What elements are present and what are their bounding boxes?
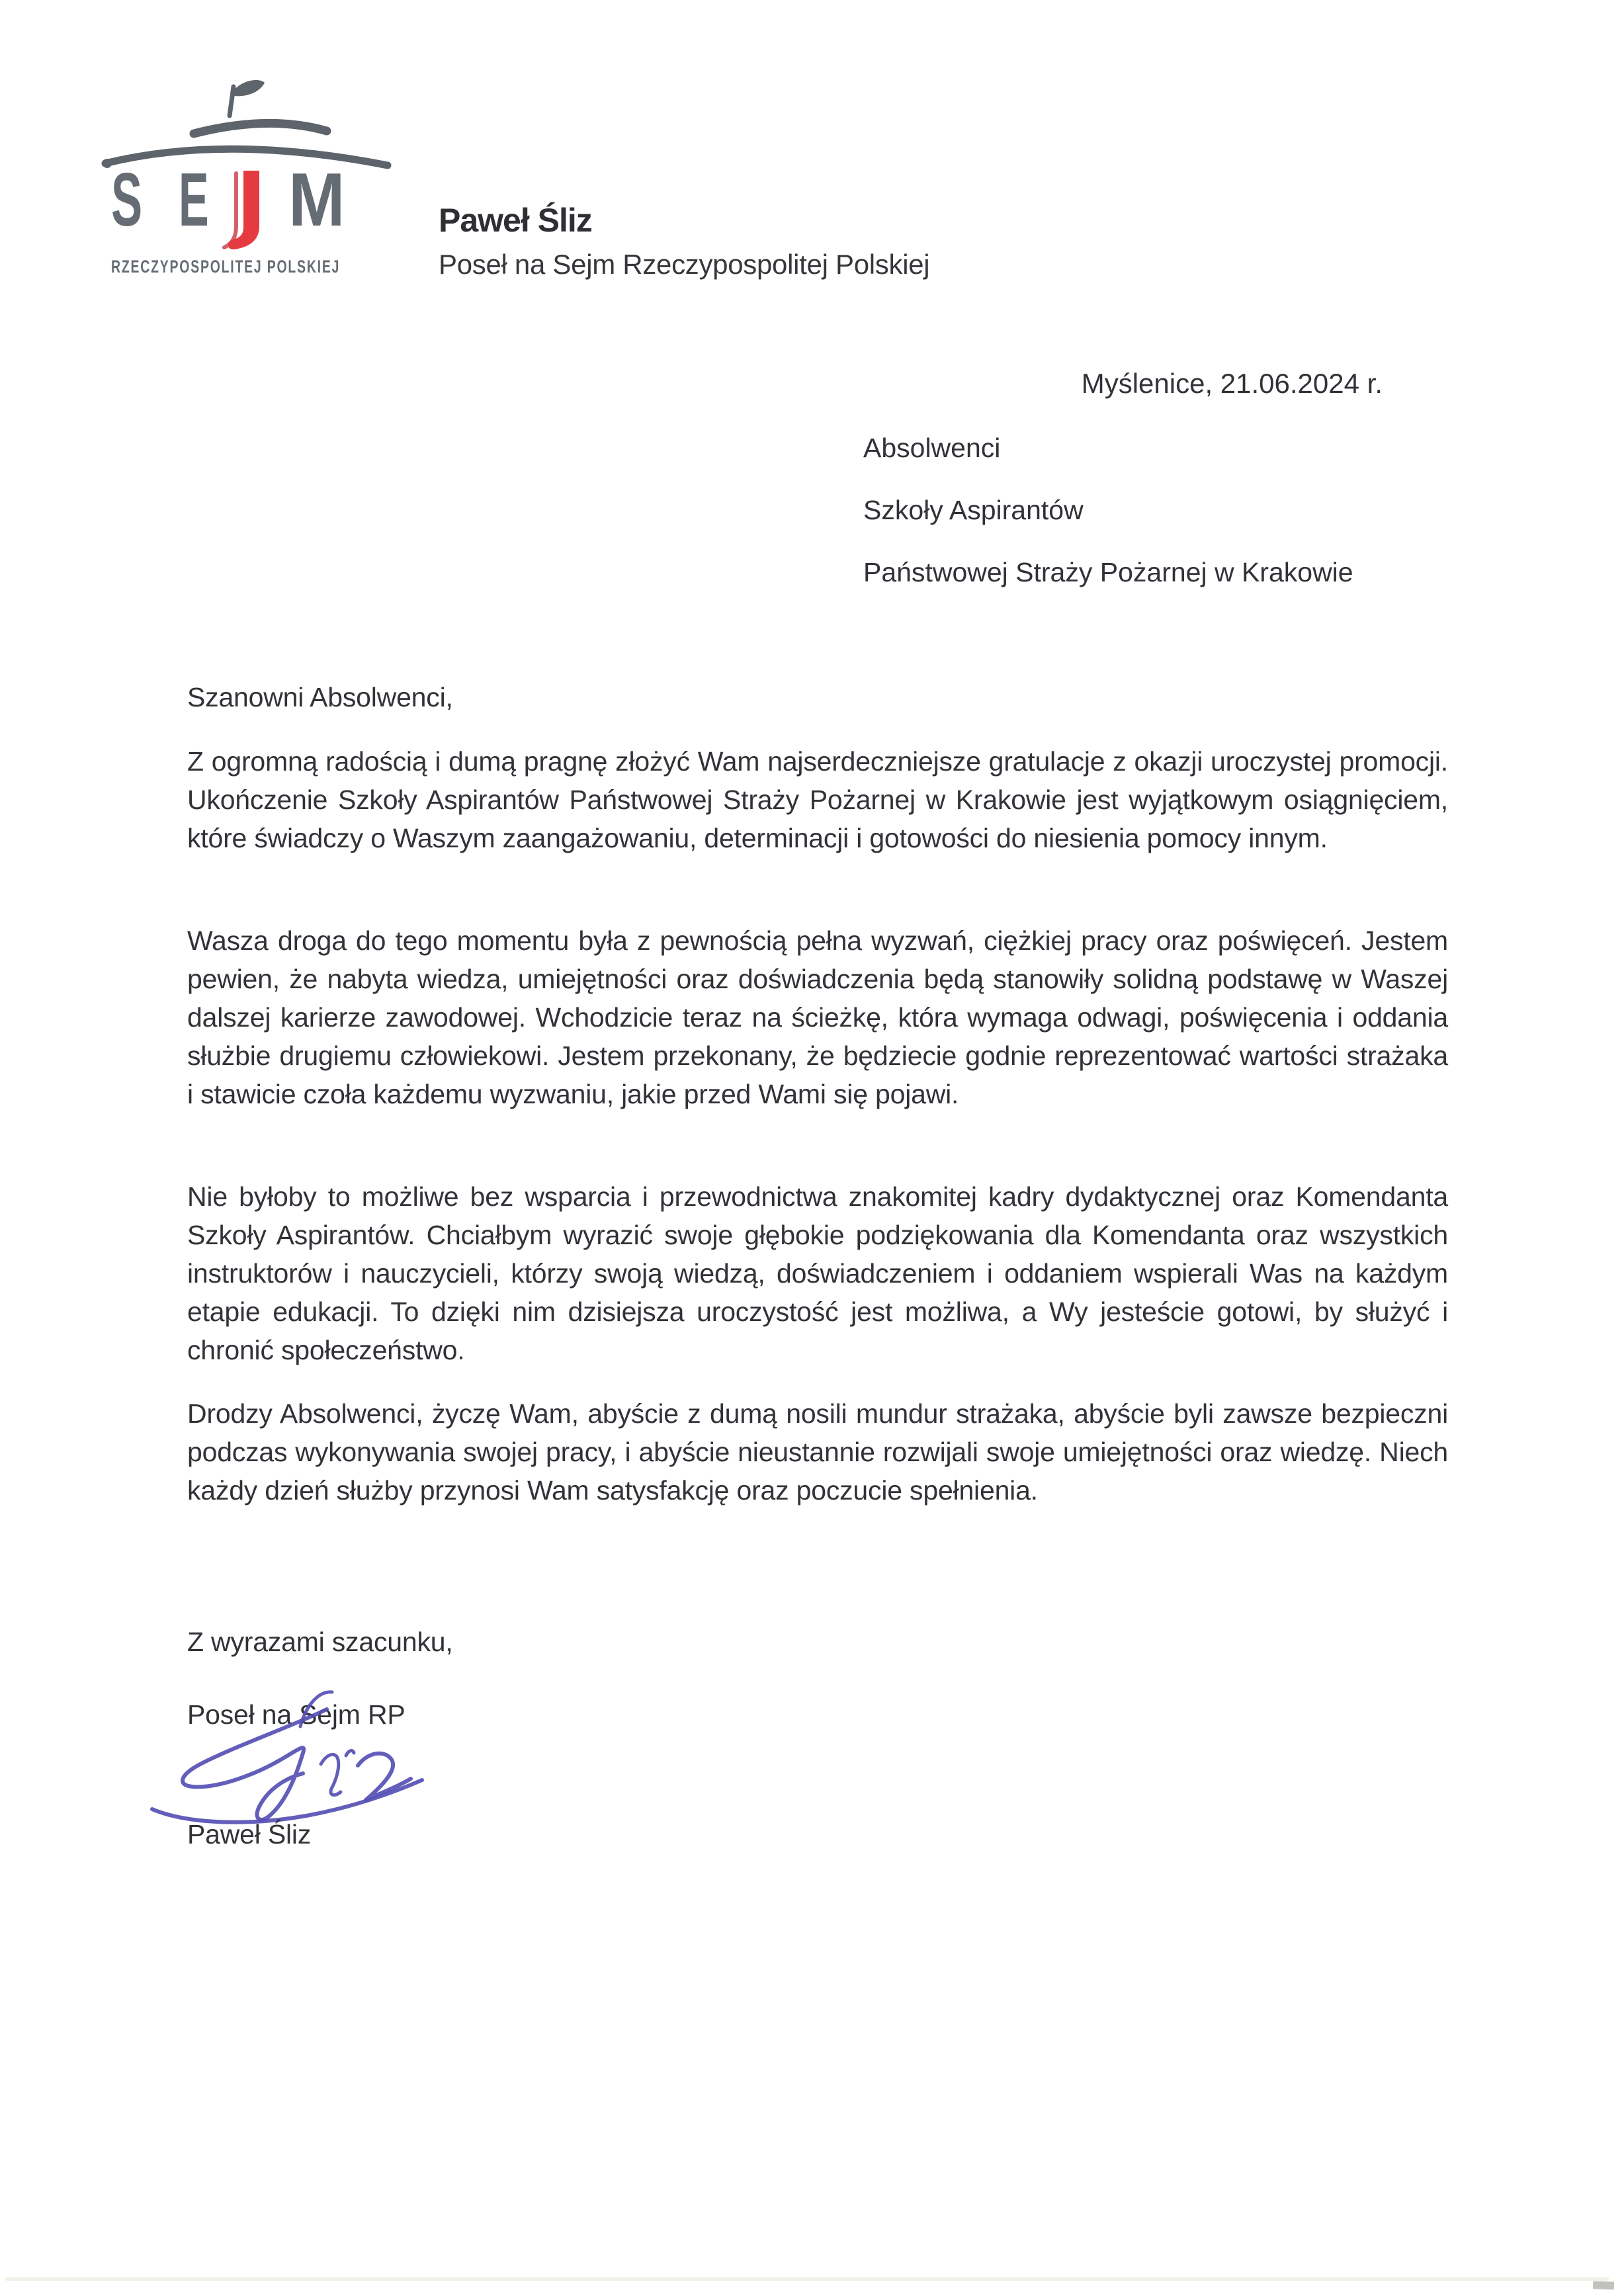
logo-letter-e: E — [179, 157, 209, 242]
logo-letter-s: S — [111, 157, 143, 243]
recipient-line: Szkoły Aspirantów — [863, 495, 1084, 525]
recipient-line: Absolwenci — [863, 433, 1001, 463]
sejm-logo — [99, 78, 404, 284]
sender-name: Paweł Śliz — [439, 202, 592, 239]
scan-artifact-speck — [1593, 2281, 1614, 2289]
paragraph: Drodzy Absolwenci, życzę Wam, abyście z dumą nosili mundur strażaka, abyście byli zawsze bezpieczni podczas wykonywania swojej pracy, i abyście nieustannie rozwijali swoje umiejętności oraz wiedzę. Niech każdy dzień służby przynosi Wam satysfakcję oraz poczucie spełnienia. — [187, 1398, 1448, 1506]
paragraph: Nie byłoby to możliwe bez wsparcia i przewodnictwa znakomitej kadry dydaktycznej oraz Komendanta Szkoły Aspirantów. Chciałbym wyrazić swoje głębokie podziękowania dla Komendanta oraz wszystkich instruktorów i nauczycieli, którzy swoją wiedzą, doświadczeniem i oddaniem wspierali Was na każdym etapie edukacji. To dzięki nim dzisiejsza uroczystość jest możliwa, a Wy jesteście gotowi, by służyć i chronić społeczeństwo. — [187, 1181, 1448, 1365]
dateline: Myślenice, 21.06.2024 r. — [1081, 368, 1383, 399]
signer-name: Paweł Śliz — [187, 1819, 312, 1850]
logo-letters — [111, 157, 345, 249]
paragraph: Wasza droga do tego momentu była z pewnością pełna wyzwań, ciężkiej pracy oraz poświęceń. Jestem pewien, że nabyta wiedza, umiejętności oraz doświadczenia będą stanowiły solidną podstawę w Waszej dalszej karierze zawodowej. Wchodzicie teraz na ścieżkę, która wymaga odwagi, poświęcenia i oddania służbie drugiemu człowiekowi. Jestem przekonany, że będziecie godnie reprezentować wartości strażaka i stawicie czoła każdemu wyzwaniu, jakie przed Wami się pojawi. — [187, 925, 1448, 1109]
logo-letter-m: M — [288, 157, 345, 242]
sender-title: Poseł na Sejm Rzeczypospolitej Polskiej — [439, 249, 930, 280]
flag-icon — [230, 80, 265, 116]
signature-icon — [147, 1679, 435, 1835]
recipient-block — [863, 417, 1353, 603]
logo-letter-j-thin — [224, 173, 236, 247]
signer-role: Poseł na Sejm RP — [187, 1699, 406, 1730]
paragraph: Z ogromną radością i dumą pragnę złożyć Wam najserdeczniejsze gratulacje z okazji uroczystej promocji. Ukończenie Szkoły Aspirantów Państwowej Straży Pożarnej w Krakowie jest wyjątkowym osiągnięciem, które świadczy o Waszym zaangażowaniu, determinacji i gotowości do niesienia pomocy innym. — [187, 746, 1448, 853]
scan-artifact-line — [5, 2277, 1609, 2281]
closing: Z wyrazami szacunku, — [187, 1627, 453, 1657]
logo-subtitle: RZECZYPOSPOLITEJ POLSKIEJ — [111, 256, 341, 276]
recipient-line: Państwowej Straży Pożarnej w Krakowie — [863, 557, 1353, 587]
salutation: Szanowni Absolwenci, — [187, 682, 453, 712]
